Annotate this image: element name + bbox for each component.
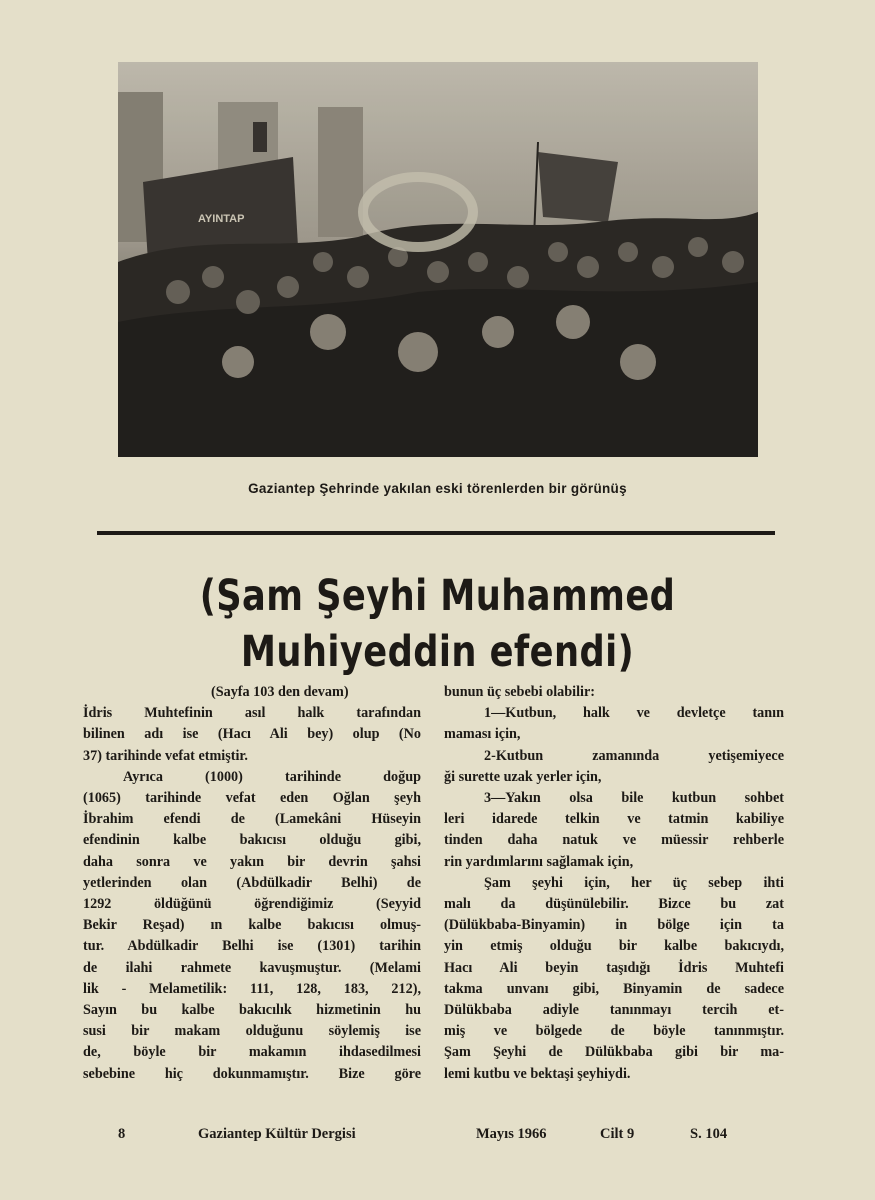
left-line: tur. Abdülkadir Belhi ise (1301) tarihin [83,938,421,955]
page-number: 8 [118,1126,126,1142]
title-line-1: (Şam Şeyhi Muhammed [199,571,676,621]
right-line: leri idarede telkin ve tatmin kabiliye [444,811,784,828]
right-line: malı da düşünülebilir. Bizce bu zat [444,896,784,913]
right-line: bunun üç sebebi olabilir: [444,684,595,700]
right-column [444,682,784,1085]
journal-name: Gaziantep Kültür Dergisi [198,1126,356,1142]
left-line: de ilahi rahmete kavuşmuştur. (Melami [83,959,421,976]
left-line: İdris Muhtefinin asıl halk tarafından [83,705,421,722]
right-line: yin etmiş olduğu bir kalbe bakıcıydı, [444,938,784,955]
left-line: bilinen adı ise (Hacı Ali bey) olup (No [83,726,421,743]
right-line: 2-Kutbun zamanında yetişemiyece [484,747,784,764]
right-line: lemi kutbu ve bektaşi şeyhiydi. [444,1065,631,1082]
page-reference: S. 104 [690,1126,728,1142]
right-line: takma unvanı gibi, Binyamin de sadece [444,980,784,997]
left-line: lik - Melametilik: 111, 128, 183, 212), [83,980,421,997]
right-line: Hacı Ali beyin taşıdığı İdris Muhtefi [444,959,784,976]
right-line: ği surette uzak yerler için, [444,768,602,785]
left-line: (Sayfa 103 den devam) [211,684,349,700]
left-line: daha sonra ve yakın bir devrin şahsi [83,853,421,870]
right-line: maması için, [444,726,521,743]
left-line: de, böyle bir makamın ihdasedilmesi [83,1044,421,1061]
right-line: Şam Şeyhi de Dülükbaba gibi bir ma- [444,1044,784,1061]
right-line: (Dülükbaba-Binyamin) in bölge için ta [444,917,784,934]
left-line: susi bir makam olduğunu söylemiş ise [83,1023,421,1040]
right-line: Dülükbaba adiyle tanınmayı tercih et- [444,1002,784,1019]
left-line: 37) tarihinde vefat etmiştir. [83,747,248,764]
page-footer [0,1126,875,1146]
left-line: 1292 öldüğünü öğrendiğimiz (Seyyid [83,896,421,913]
left-line: Sayın bu kalbe bakıcılık hizmetinin hu [83,1002,421,1019]
left-column [83,682,421,1085]
issue-date: Mayıs 1966 [476,1126,547,1142]
article-title [79,568,797,680]
right-line: miş ve bölgede de böyle tanınmıştır. [444,1023,784,1040]
divider-rule [97,531,775,535]
left-line: Bekir Reşad) ın kalbe bakıcısı olmuş- [83,917,421,934]
right-line: tinden daha natuk ve müessir rehberle [444,832,784,849]
right-line: rin yardımlarını sağlamak için, [444,853,634,870]
right-line: Şam şeyhi için, her üç sebep ihti [484,874,784,891]
crowd-photo [118,62,758,457]
left-line: Ayrıca (1000) tarihinde doğup [123,768,421,785]
left-line: yetlerinden olan (Abdülkadir Belhi) de [83,874,421,891]
left-line: efendinin kalbe bakıcısı olduğu gibi, [83,832,421,849]
title-line-2: Muhiyeddin efendi) [240,627,635,677]
right-line: 1—Kutbun, halk ve devletçe tanın [484,705,784,722]
left-line: sebebine hiç dokunmamıştır. Bize göre [83,1065,421,1082]
banner-text: AYINTAP [198,213,245,225]
photo-caption: Gaziantep Şehrinde yakılan eski törenlerden bir görünüş [248,481,627,496]
left-line: İbrahim efendi de (Lamekâni Hüseyin [83,811,421,828]
left-line: (1065) tarihinde vefat eden Oğlan şeyh [83,790,421,807]
ceremony-photo-image [118,62,758,457]
volume: Cilt 9 [600,1126,635,1142]
right-line: 3—Yakın olsa bile kutbun sohbet [484,790,784,807]
